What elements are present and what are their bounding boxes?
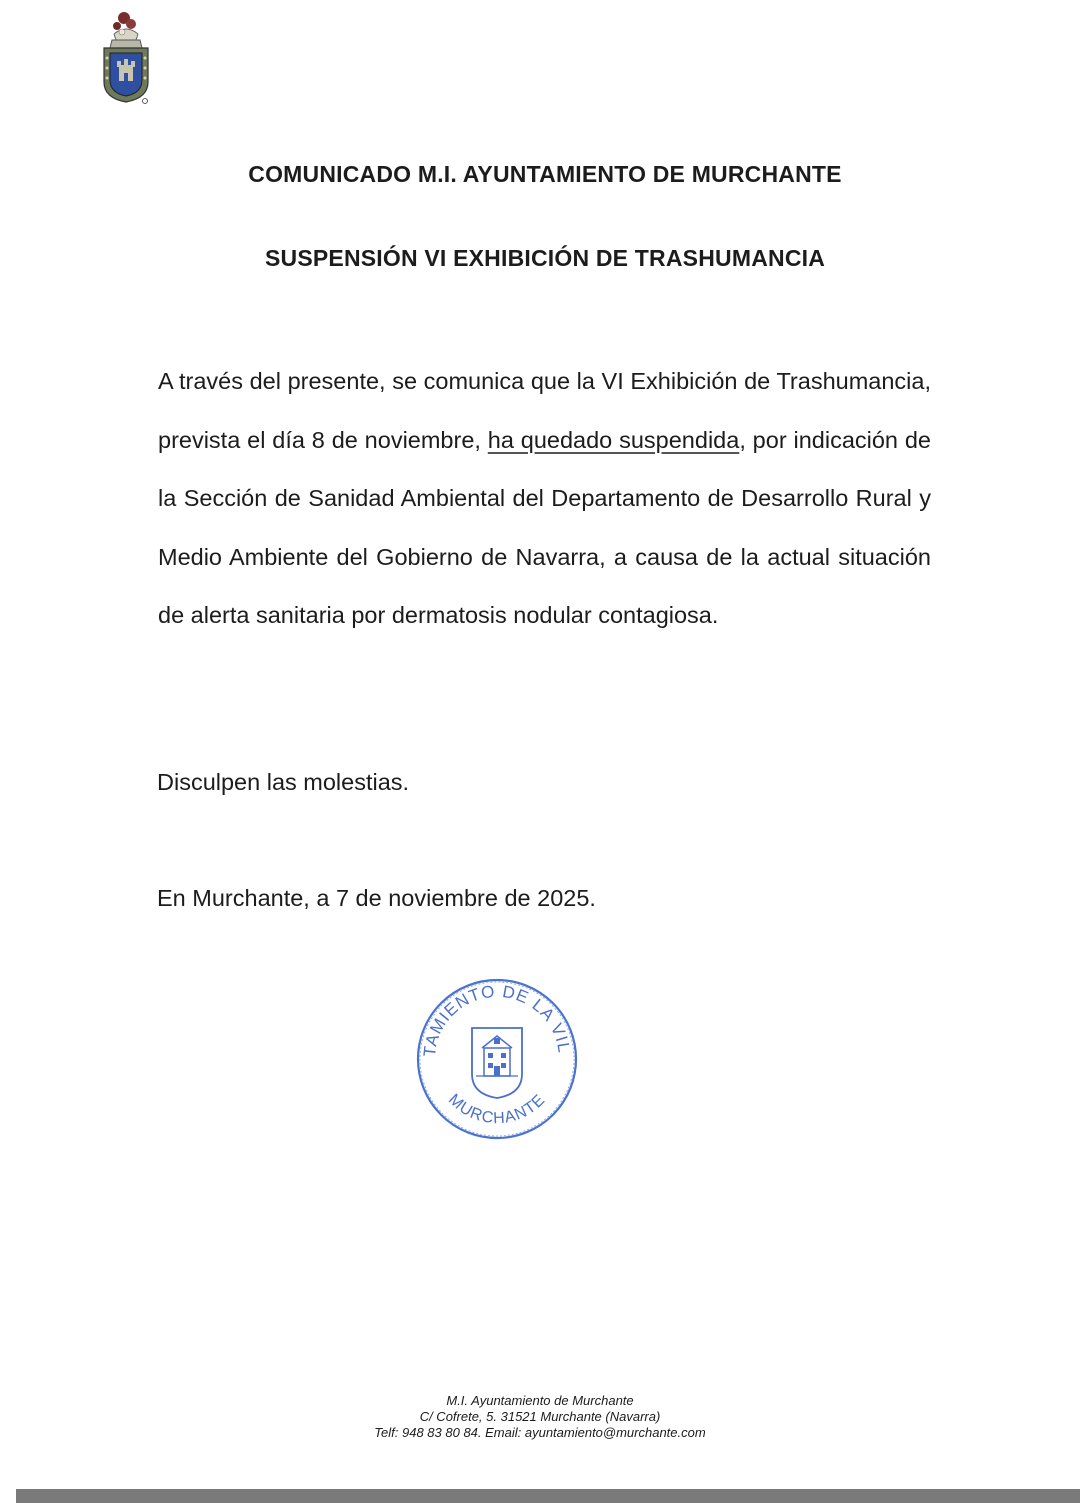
footer-address: C/ Cofrete, 5. 31521 Murchante (Navarra): [419, 1409, 661, 1424]
footer-contact: Telf: 948 83 80 84. Email: ayuntamiento@murchante.com: [374, 1425, 706, 1440]
place-date-text: En Murchante, a 7 de noviembre de 2025.: [157, 885, 596, 911]
paragraph-text-end: , por indicación de la Sección de Sanidad Ambiental del Departamento de Desarrollo Rural y Medio Ambiente del Gobierno de Navarra, a causa de la actual situación de alerta sanitaria por dermatosis nodular contagiosa.: [158, 426, 931, 628]
seal-outer-text: TAMIENTO DE LA VIL: [419, 981, 574, 1058]
footer: [0, 1393, 1080, 1441]
paragraph-text-start: A través del presente, se comunica que la VI Exhibición de Trashumancia, prevista el día 8 de noviembre,: [158, 368, 931, 453]
coat-of-arms-icon: [100, 10, 152, 106]
document-subtitle: SUSPENSIÓN VI EXHIBICIÓN DE TRASHUMANCIA: [264, 245, 826, 271]
apology-text: Disculpen las molestias.: [157, 769, 410, 795]
main-paragraph: [158, 352, 931, 645]
municipal-seal-icon: [414, 976, 580, 1142]
paragraph-underlined-text: ha quedado suspendida: [487, 426, 740, 453]
svg-text:MURCHANTE: [445, 1091, 549, 1127]
svg-text:AYUNTAMIENTO DE LA VILLA DE: [414, 976, 574, 1058]
page-bottom-bar: [16, 1489, 1080, 1503]
footer-org-name: M.I. Ayuntamiento de Murchante: [446, 1393, 634, 1408]
seal-bottom-text: MURCHANTE: [445, 1091, 549, 1128]
document-title: COMUNICADO M.I. AYUNTAMIENTO DE MURCHANTE: [248, 161, 842, 187]
